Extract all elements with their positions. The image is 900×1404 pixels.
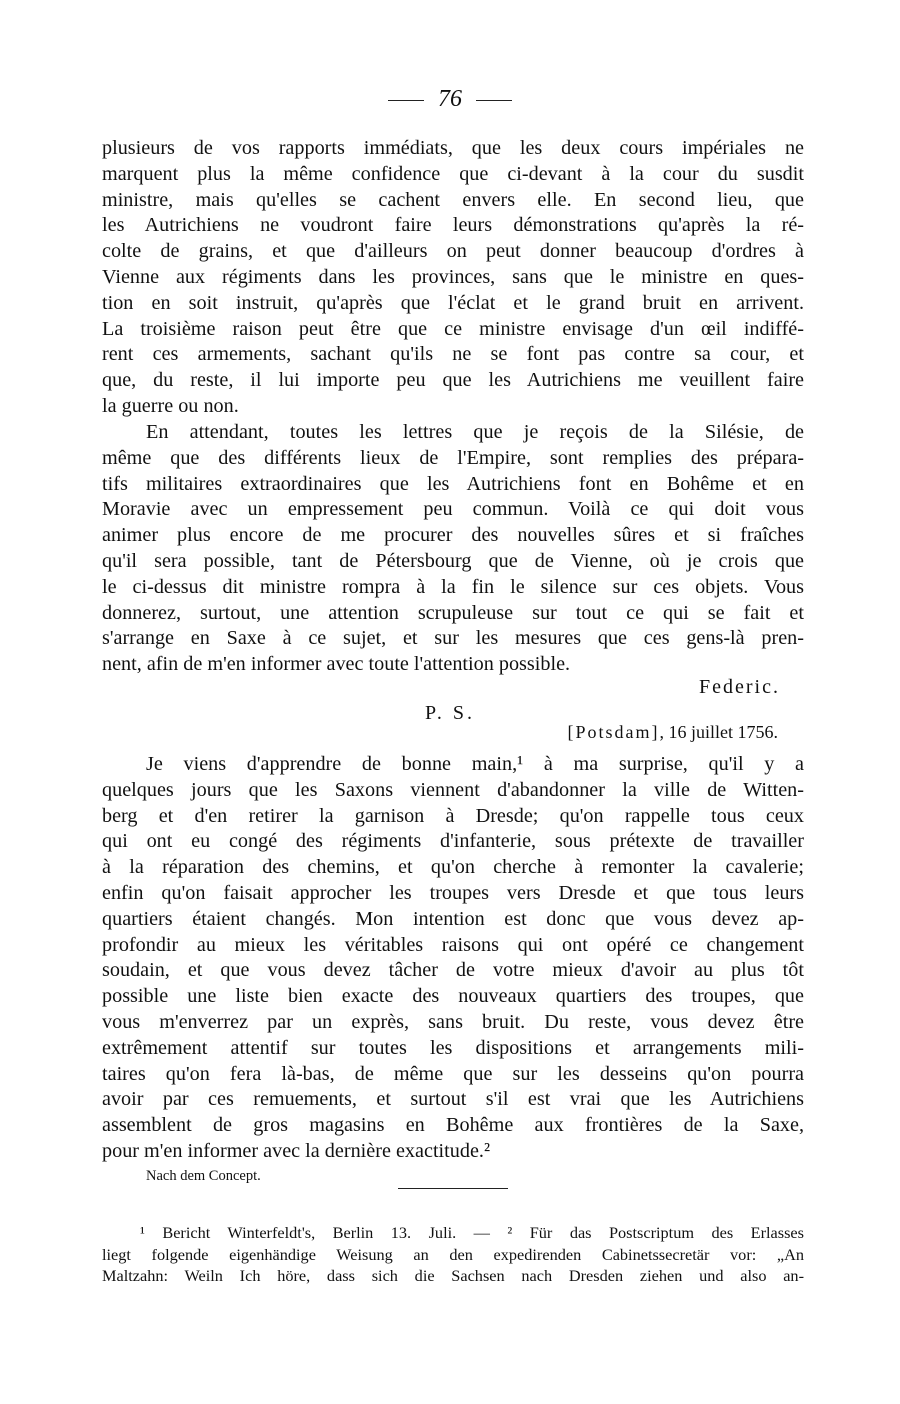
text-line: Moravie avec un empressement peu commun. Voilà ce qui doit vous xyxy=(102,498,804,521)
page-number-text: 76 xyxy=(438,86,462,112)
text-line: nent, afin de m'en informer avec toute l'attention possible. xyxy=(102,653,571,676)
text-line: possible une liste bien exacte des nouveaux quartiers des troupes, que xyxy=(102,985,804,1008)
text-line: pour m'en informer avec la dernière exactitude.² xyxy=(102,1139,491,1162)
text-line: quartiers étaient changés. Mon intention est donc que vous devez ap- xyxy=(102,907,804,930)
text-line: s'arrange en Saxe à ce sujet, et sur les mesures que ces gens-là pren- xyxy=(102,627,804,650)
text-line: profondir au mieux les véritables raisons qui ont opéré ce changement xyxy=(102,933,804,956)
paragraph-1 xyxy=(102,136,804,420)
text-line: berg et d'en retirer la garnison à Dresde; qu'on rappelle tous ceux xyxy=(102,804,804,827)
text-line: même que des différents lieux de l'Empire, sont remplies des prépara- xyxy=(102,446,804,469)
text-line: tifs militaires extraordinaires que les Autrichiens font en Bohême et en xyxy=(102,472,804,495)
text-line: les Autrichiens ne voudront faire leurs démonstrations qu'après la ré- xyxy=(102,214,804,237)
source-note: Nach dem Concept. xyxy=(146,1168,261,1184)
page-number-dash-left xyxy=(388,100,424,101)
text-line: La troisième raison peut être que ce ministre envisage d'un œil indiffé- xyxy=(102,317,804,340)
text-line: plusieurs de vos rapports immédiats, que les deux cours impériales ne xyxy=(102,137,804,159)
dateline-date: , 16 juillet 1756. xyxy=(659,722,778,742)
page-number xyxy=(0,86,900,113)
text-line: avoir par ces remuements, et surtout s'il est vrai que les Autrichiens xyxy=(102,1088,804,1111)
text-line: rent ces armements, sachant qu'ils ne se font pas contre sa cour, et xyxy=(102,343,804,366)
text-line: Je viens d'apprendre de bonne main,¹ à ma surprise, qu'il y a xyxy=(146,753,804,775)
text-line: la guerre ou non. xyxy=(102,394,239,417)
footnote-line: liegt folgende eigenhändige Weisung an den expedirenden Cabinetssecretär vor: „An xyxy=(102,1244,804,1264)
page-number-dash-right xyxy=(476,100,512,101)
footnote-line: ¹ Bericht Winterfeldt's, Berlin 13. Juli. — ² Für das Postscriptum des Erlasses xyxy=(140,1223,804,1242)
text-line: donnerez, surtout, une attention scrupuleuse sur tout ce qui se fait et xyxy=(102,601,804,624)
footnote-line: Maltzahn: Weiln Ich höre, dass sich die Sachsen nach Dresden ziehen und also an- xyxy=(102,1266,804,1285)
signature: Federic. xyxy=(699,676,780,698)
text-line: vous m'enverrez par un exprès, sans bruit. Du reste, vous devez être xyxy=(102,1010,804,1033)
text-line: taires qu'on fera là-bas, de même que sur les desseins qu'on pourra xyxy=(102,1062,804,1085)
text-line: En attendant, toutes les lettres que je reçois de la Silésie, de xyxy=(146,421,804,443)
text-line: que, du reste, il lui importe peu que les Autrichiens me veuillent faire xyxy=(102,369,804,392)
text-line: extrêmement attentif sur toutes les dispositions et arrangements mili- xyxy=(102,1036,804,1059)
text-line: assemblent de gros magasins en Bohême aux frontières de la Saxe, xyxy=(102,1114,804,1137)
footnotes xyxy=(102,1222,804,1287)
text-line: animer plus encore de me procurer des nouvelles sûres et si fraîches xyxy=(102,524,804,547)
text-line: marquent plus la même confidence que ci-devant à la cour du susdit xyxy=(102,162,804,185)
postscript-body xyxy=(102,752,804,1165)
postscript-heading: P. S. xyxy=(424,702,476,724)
text-line: qui ont eu congé des régiments d'infanterie, sous prétexte de travailler xyxy=(102,830,804,853)
text-line: à la réparation des chemins, et qu'on cherche à remonter la cavalerie; xyxy=(102,856,804,879)
text-line: colte de grains, et que d'ailleurs on peut donner beaucoup d'ordres à xyxy=(102,240,804,263)
paragraph-2 xyxy=(102,420,804,678)
dateline-place: [Potsdam] xyxy=(567,722,660,742)
text-line: Vienne aux régiments dans les provinces, sans que le ministre en ques- xyxy=(102,265,804,288)
text-line: qu'il sera possible, tant de Pétersbourg que de Vienne, où je crois que xyxy=(102,549,804,572)
text-line: le ci-dessus dit ministre rompra à la fin le silence sur ces objets. Vous xyxy=(102,575,804,598)
footnote-divider xyxy=(398,1188,508,1189)
text-line: ministre, mais qu'elles se cachent envers elle. En second lieu, que xyxy=(102,188,804,211)
text-line: tion en soit instruit, qu'après que l'éclat et le grand bruit en arrivent. xyxy=(102,291,804,314)
text-line: soudain, et que vous devez tâcher de votre mieux d'avoir au plus tôt xyxy=(102,959,804,982)
dateline xyxy=(568,722,779,743)
text-line: quelques jours que les Saxons viennent d'abandonner la ville de Witten- xyxy=(102,778,804,801)
text-line: enfin qu'on faisait approcher les troupes vers Dresde et que tous leurs xyxy=(102,881,804,904)
